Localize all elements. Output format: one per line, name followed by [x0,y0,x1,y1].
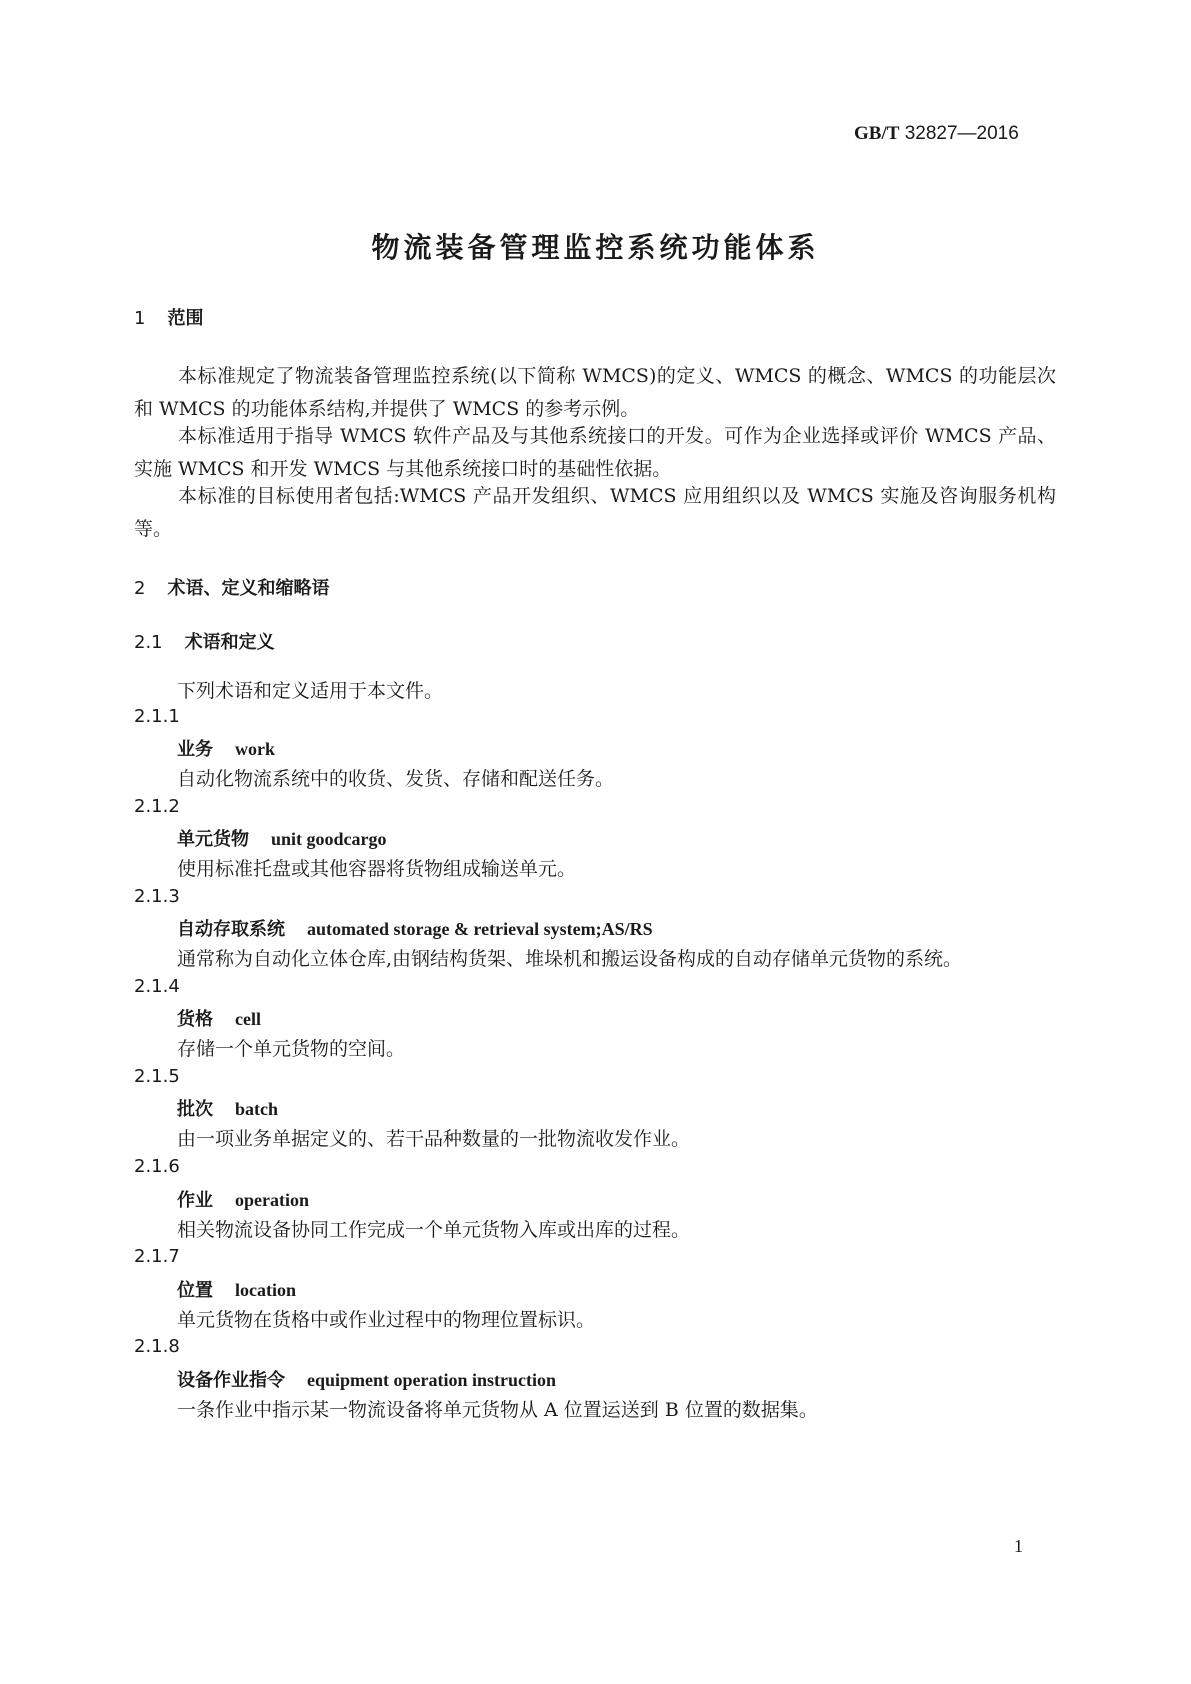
standard-number: GB/T 32827—2016 [854,123,1019,144]
scope-paragraph-3: 本标准的目标使用者包括:WMCS 产品开发组织、WMCS 应用组织以及 WMCS 实施及咨询服务机构等。 [134,485,1056,540]
term-definition: 自动化物流系统中的收货、发货、存储和配送任务。 [177,768,615,790]
term-name: 批次 batch [177,1099,279,1120]
term-definition: 单元货物在货格中或作业过程中的物理位置标识。 [177,1309,596,1331]
document-title: 物流装备管理监控系统功能体系 [371,231,820,264]
term-definition: 一条作业中指示某一物流设备将单元货物从 A 位置运送到 B 位置的数据集。 [177,1399,818,1421]
term-definition: 通常称为自动化立体仓库,由钢结构货架、堆垛机和搬运设备构成的自动存储单元货物的系统。 [177,948,963,970]
term-number: 2.1.3 [134,886,180,907]
term-number: 2.1.5 [134,1066,180,1087]
term-name: 作业 operation [177,1190,309,1211]
term-number: 2.1.7 [134,1246,180,1267]
term-name: 位置 location [177,1280,296,1301]
scope-paragraph-2: 本标准适用于指导 WMCS 软件产品及与其他系统接口的开发。可作为企业选择或评价 WMCS 产品、实施 WMCS 和开发 WMCS 与其他系统接口时的基础性依据。 [134,425,1056,480]
term-definition: 使用标准托盘或其他容器将货物组成输送单元。 [177,858,577,880]
term-number: 2.1.1 [134,706,180,727]
terms-intro: 下列术语和定义适用于本文件。 [177,680,444,702]
term-number: 2.1.8 [134,1336,180,1357]
term-number: 2.1.2 [134,796,180,817]
term-number: 2.1.6 [134,1156,180,1177]
term-name: 单元货物 unit goodcargo [177,829,387,850]
scope-paragraph-1: 本标准规定了物流装备管理监控系统(以下简称 WMCS)的定义、WMCS 的概念、WMCS 的功能层次和 WMCS 的功能体系结构,并提供了 WMCS 的参考示例。 [134,365,1056,420]
term-definition: 由一项业务单据定义的、若干品种数量的一批物流收发作业。 [177,1128,691,1150]
term-name: 自动存取系统 automated storage & retrieval system;AS/RS [177,919,653,940]
section-1-heading: 1 范围 [134,308,204,329]
term-name: 货格 cell [177,1009,261,1030]
term-definition: 相关物流设备协同工作完成一个单元货物入库或出库的过程。 [177,1219,691,1241]
term-number: 2.1.4 [134,976,180,997]
term-name: 设备作业指令 equipment operation instruction [177,1370,557,1391]
term-name: 业务 work [177,739,275,760]
section-2-heading: 2 术语、定义和缩略语 [134,578,330,599]
section-2-1-heading: 2.1 术语和定义 [134,632,275,653]
term-definition: 存储一个单元货物的空间。 [177,1038,406,1060]
page-number: 1 [1014,1536,1023,1556]
